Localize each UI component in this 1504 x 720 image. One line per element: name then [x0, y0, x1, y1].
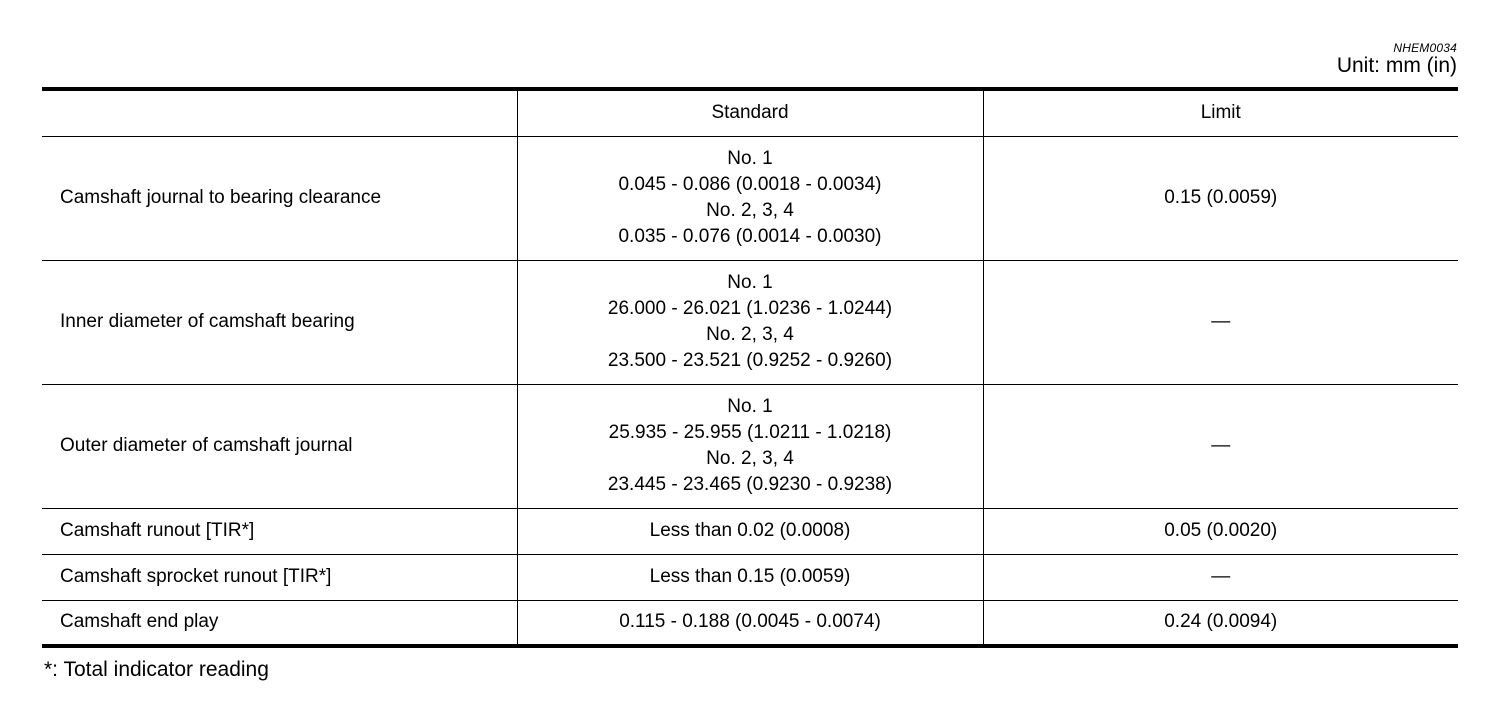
row-limit: 0.05 (0.0020): [983, 508, 1458, 554]
row-item: Camshaft sprocket runout [TIR*]: [42, 554, 517, 600]
row-limit: —: [983, 554, 1458, 600]
table-row: [42, 260, 1458, 384]
row-standard: [517, 384, 983, 508]
row-limit: —: [983, 384, 1458, 508]
camshaft-spec-table: [42, 87, 1458, 648]
row-standard: Less than 0.15 (0.0059): [517, 554, 983, 600]
row-limit: —: [983, 260, 1458, 384]
table-row: [42, 554, 1458, 600]
header-limit: Limit: [983, 89, 1458, 136]
row-item: Inner diameter of camshaft bearing: [42, 260, 517, 384]
standard-line: 0.035 - 0.076 (0.0014 - 0.0030): [618, 226, 882, 247]
row-item: Camshaft end play: [42, 600, 517, 646]
unit-label: Unit: mm (in): [1336, 54, 1457, 77]
document-code: NHEM0034: [1393, 41, 1457, 55]
standard-line: 23.445 - 23.465 (0.9230 - 0.9238): [607, 474, 893, 495]
standard-line: No. 2, 3, 4: [706, 324, 794, 345]
table-row: [42, 508, 1458, 554]
table-row: [42, 384, 1458, 508]
header-item: [42, 89, 517, 136]
footnote: *: Total indicator reading: [44, 658, 269, 681]
row-standard: 0.115 - 0.188 (0.0045 - 0.0074): [517, 600, 983, 646]
row-limit: 0.24 (0.0094): [983, 600, 1458, 646]
standard-line: 0.045 - 0.086 (0.0018 - 0.0034): [618, 174, 882, 195]
row-standard: Less than 0.02 (0.0008): [517, 508, 983, 554]
row-standard: [517, 136, 983, 260]
row-limit: 0.15 (0.0059): [983, 136, 1458, 260]
row-standard: [517, 260, 983, 384]
standard-line: No. 1: [727, 272, 773, 293]
standard-line: No. 1: [727, 148, 773, 169]
table-row: [42, 600, 1458, 646]
standard-line: No. 2, 3, 4: [706, 448, 794, 469]
standard-line: 25.935 - 25.955 (1.0211 - 1.0218): [608, 422, 892, 443]
row-item: Camshaft runout [TIR*]: [42, 508, 517, 554]
header-standard: Standard: [517, 89, 983, 136]
row-item: Outer diameter of camshaft journal: [42, 384, 517, 508]
table-row: [42, 136, 1458, 260]
standard-line: 23.500 - 23.521 (0.9252 - 0.9260): [607, 350, 893, 371]
row-item: Camshaft journal to bearing clearance: [42, 136, 517, 260]
standard-line: No. 2, 3, 4: [706, 200, 794, 221]
standard-line: No. 1: [727, 396, 773, 417]
table-header-row: [42, 89, 1458, 136]
standard-line: 26.000 - 26.021 (1.0236 - 1.0244): [607, 298, 893, 319]
